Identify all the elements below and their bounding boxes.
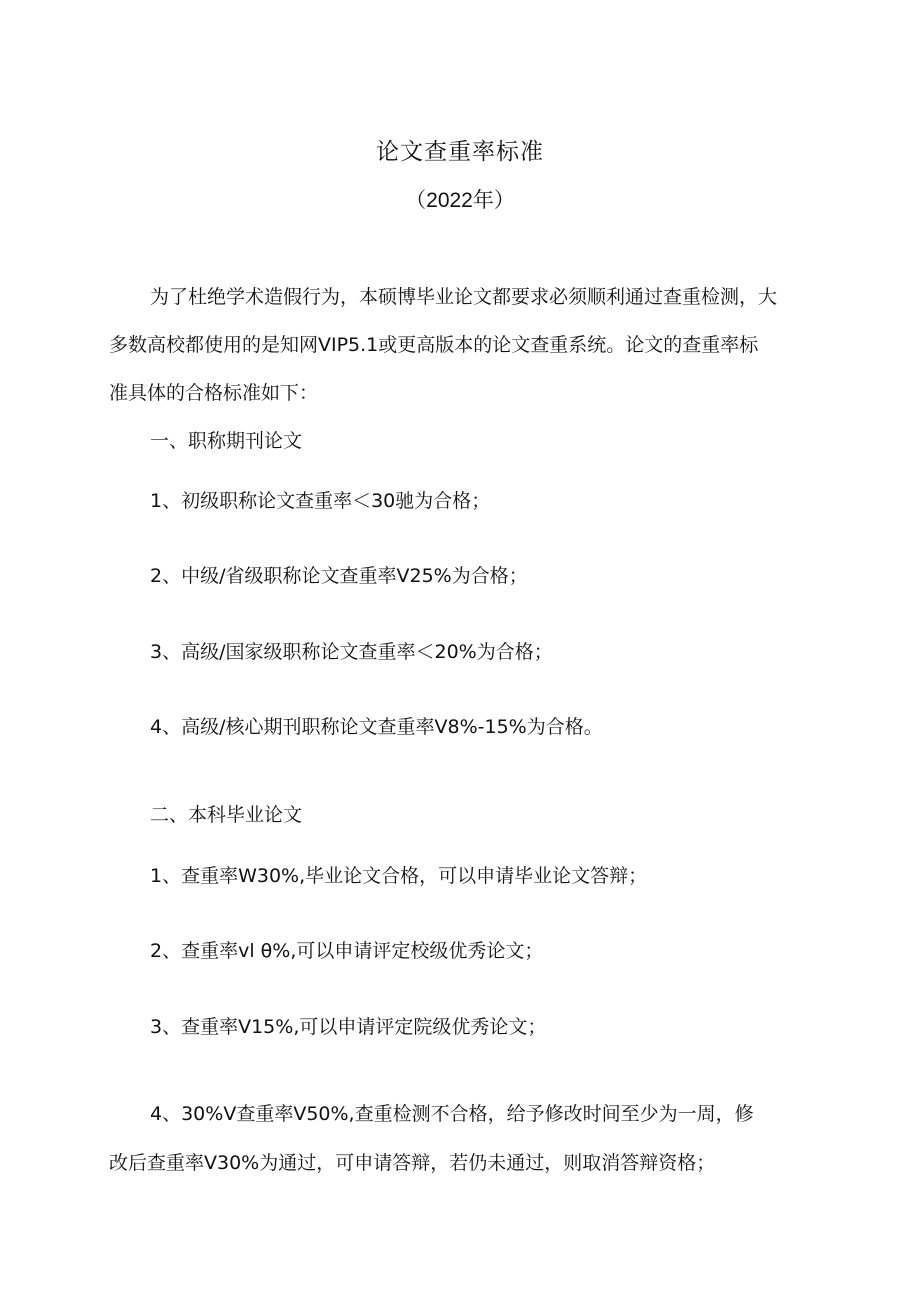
section2-item-1: 1、查重率W30%,毕业论文合格，可以申请毕业论文答辩； <box>150 865 648 887</box>
intro-line-3: 准具体的合格标准如下： <box>109 382 319 404</box>
section1-item-3: 3、高级/国家级职称论文查重率＜20%为合格； <box>150 641 553 663</box>
section2-item-3: 3、查重率V15%,可以申请评定院级优秀论文； <box>150 1016 547 1038</box>
section1-item-2: 2、中级/省级职称论文查重率V25%为合格； <box>150 565 528 587</box>
document-subtitle: （2022年） <box>405 189 515 212</box>
section2-heading: 二、本科毕业论文 <box>150 804 303 826</box>
intro-line-2: 多数高校都使用的是知网VIP5.1或更高版本的论文查重系统。论文的查重率标 <box>109 334 759 356</box>
intro-line-1: 为了杜绝学术造假行为，本硕博毕业论文都要求必须顺利通过查重检测，大 <box>150 286 778 308</box>
section2-item-4-line-2: 改后查重率V30%为通过，可申请答辩，若仍未通过，则取消答辩资格； <box>109 1152 716 1174</box>
document-title: 论文查重率标准 <box>376 139 544 165</box>
section2-item-2: 2、查重率vl θ%,可以申请评定校级优秀论文； <box>150 940 544 962</box>
section1-item-4: 4、高级/核心期刊职称论文查重率V8%-15%为合格。 <box>150 716 603 738</box>
section1-item-1: 1、初级职称论文查重率＜30驰为合格； <box>150 490 491 512</box>
section2-item-4-line-1: 4、30%V查重率V50%,查重检测不合格，给予修改时间至少为一周，修 <box>150 1103 754 1125</box>
section1-heading: 一、职称期刊论文 <box>150 430 303 452</box>
